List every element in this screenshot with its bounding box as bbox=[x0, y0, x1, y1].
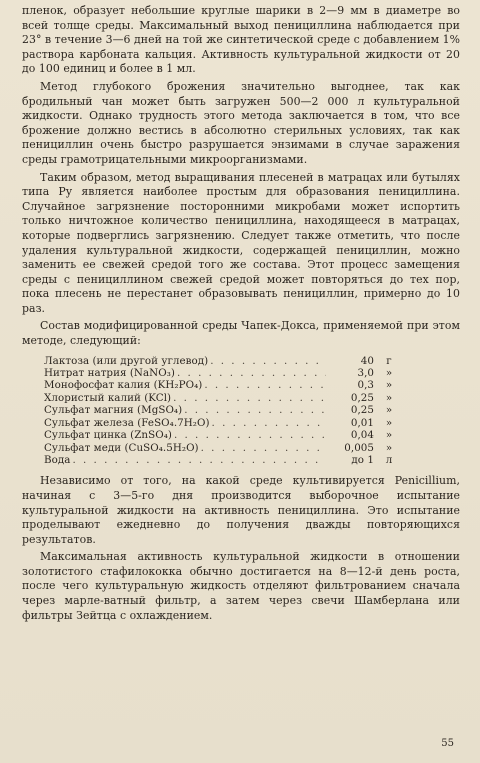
paragraph: Независимо от того, на какой среде культивируется Penicillium, начиная с 3—5-го дня производится выборочное испытание культуральной жидкости на активность пенициллина. Это испытание проделывают ежедневно до получения дважды повторяющихся результатов. bbox=[22, 474, 460, 546]
table-row bbox=[44, 404, 404, 416]
ingredient-amount: 40 bbox=[360, 354, 374, 367]
leader-dots bbox=[184, 404, 326, 416]
leader-dots bbox=[173, 392, 326, 404]
ingredient-amount: 0,25 bbox=[350, 391, 374, 404]
ingredient-amount: 0,25 bbox=[350, 404, 374, 417]
ingredient-amount: 3,0 bbox=[357, 367, 374, 380]
table-row bbox=[44, 379, 404, 391]
ingredient-amount: 0,04 bbox=[350, 429, 374, 442]
table-row bbox=[44, 355, 404, 367]
table-row bbox=[44, 454, 404, 466]
leader-dots bbox=[72, 454, 326, 466]
table-row bbox=[44, 367, 404, 379]
paragraph: Метод глубокого брожения значительно выгоднее, так как бродильный чан может быть загружен 500—2 000 л культуральной жидкости. Однако трудность этого метода заключается в том, что все брожение должно вестись в абсолютно стерильных условиях, так как пенициллин очень быстро разрушается энзимами в случае заражения среды грамотрицательными микроорганизмами. bbox=[22, 79, 460, 166]
leader-dots bbox=[174, 429, 326, 441]
ingredient-unit: » bbox=[385, 379, 393, 392]
medium-composition-table bbox=[44, 355, 404, 467]
paragraph: Состав модифицированной среды Чапек-Докса, применяемой при этом методе, следующий: bbox=[22, 319, 460, 348]
ingredient-name: Хлористый калий (KCl) bbox=[44, 391, 172, 404]
paragraph: пленок, образует небольшие круглые шарики в 2—9 мм в диаметре во всей толще среды. Максимальный выход пенициллина наблюдается при 23° в течение 3—6 дней на той же синтетической среде с добавлением 1% раствора карбоната кальция. Активность культуральной жидкости от 20 до 100 единиц и более в 1 мл. bbox=[22, 4, 460, 76]
paragraph: Максимальная активность культуральной жидкости в отношении золотистого стафилококка обычно достигается на 8—12-й день роста, после чего культуральную жидкость отделяют фильтрованием сначала через марле-ватный фильтр, а затем через свечи Шамберлана или фильтры Зейтца с охлаждением. bbox=[22, 550, 460, 622]
ingredient-name: Сульфат железа (FeSO₄.7H₂O) bbox=[44, 416, 210, 429]
ingredient-unit: » bbox=[385, 404, 393, 417]
leader-dots bbox=[201, 442, 326, 454]
ingredient-name: Вода bbox=[44, 453, 71, 466]
ingredient-unit: л bbox=[385, 453, 393, 466]
ingredient-unit: » bbox=[385, 441, 393, 454]
ingredient-amount: 0,01 bbox=[350, 416, 374, 429]
ingredient-unit: » bbox=[385, 429, 393, 442]
ingredient-name: Сульфат магния (MgSO₄) bbox=[44, 404, 183, 417]
ingredient-amount: 0,005 bbox=[344, 441, 374, 454]
page-number: 55 bbox=[441, 738, 454, 749]
leader-dots bbox=[177, 367, 326, 379]
ingredient-amount: до 1 bbox=[351, 453, 374, 466]
table-row bbox=[44, 392, 404, 404]
ingredient-unit: г bbox=[386, 354, 392, 367]
leader-dots bbox=[210, 355, 326, 367]
table-row bbox=[44, 442, 404, 454]
table-row bbox=[44, 429, 404, 441]
ingredient-amount: 0,3 bbox=[357, 379, 374, 392]
ingredient-name: Монофосфат калия (KH₂PO₄) bbox=[44, 379, 203, 392]
ingredient-unit: » bbox=[385, 416, 393, 429]
paragraph: Таким образом, метод выращивания плесеней в матрацах или бутылях типа Ру является наиболее простым для образования пенициллина. Случайное загрязнение посторонними микробами может испортить только ничтожное количество пенициллина, находящееся в матрацах, которые подверглись загрязнению. Следует также отметить, что после удаления культуральной жидкости, содержащей пенициллин, можно заменить ее свежей средой того же состава. Этот процесс замещения среды с пенициллином свежей средой может повторяться до тех пор, пока плесень не перестанет образовывать пенициллин, примерно до 10 раз. bbox=[22, 170, 460, 315]
ingredient-name: Сульфат меди (CuSO₄.5H₂O) bbox=[44, 441, 199, 454]
leader-dots bbox=[204, 379, 326, 391]
ingredient-unit: » bbox=[385, 391, 393, 404]
ingredient-name: Лактоза (или другой углевод) bbox=[44, 354, 209, 367]
table-row bbox=[44, 417, 404, 429]
ingredient-name: Сульфат цинка (ZnSO₄) bbox=[44, 429, 172, 442]
leader-dots bbox=[212, 417, 326, 429]
ingredient-unit: » bbox=[385, 367, 393, 380]
ingredient-name: Нитрат натрия (NaNO₃) bbox=[44, 367, 175, 380]
page-text bbox=[22, 4, 460, 626]
